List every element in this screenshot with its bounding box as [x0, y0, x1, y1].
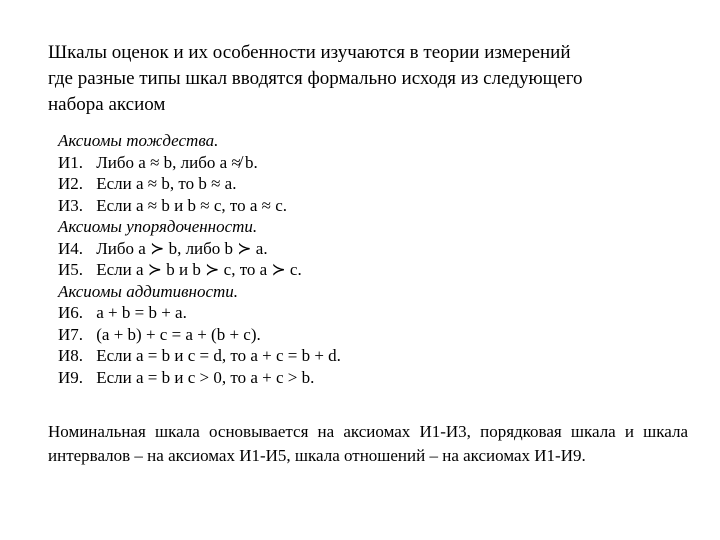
axiom-i7: [58, 324, 418, 346]
axiom-label: И8.: [58, 346, 84, 365]
axiom-i2: [58, 173, 418, 195]
axiom-label: И5.: [58, 260, 84, 279]
axiom-label: И7.: [58, 324, 84, 344]
axiom-i8: [58, 345, 418, 367]
axiom-label: И6.: [58, 303, 84, 322]
axiom-text: Если a = b и c > 0, то a + c > b.: [96, 367, 315, 387]
order-axioms-header: Аксиомы упорядоченности.: [58, 217, 258, 236]
axiom-text: Либо a ≻ b, либо b ≻ a.: [96, 238, 268, 258]
axiom-label: И1.: [58, 152, 84, 172]
axiom-i5: [58, 259, 418, 281]
intro-line-1: Шкалы оценок и их особенности изучаются в теории измерений: [48, 42, 571, 63]
intro-line-2: где разные типы шкал вводятся формально исходя из следующего: [48, 68, 583, 89]
axiom-label: И4.: [58, 238, 84, 258]
axioms-list: [58, 130, 418, 388]
axiom-i1: [58, 152, 418, 174]
outro-paragraph: Номинальная шкала основывается на аксиомах И1-И3, порядковая шкала и шкала интервалов – на аксиомах И1-И5, шкала отношений – на аксиомах И1-И9.: [48, 422, 688, 465]
axiom-text: Если a ≈ b, то b ≈ a.: [96, 174, 237, 193]
identity-axioms-header: Аксиомы тождества.: [58, 131, 219, 150]
axiom-i4: [58, 238, 418, 260]
axiom-text: (a + b) + c = a + (b + c).: [96, 324, 261, 344]
intro-paragraph: [48, 40, 688, 118]
additivity-axioms-header: Аксиомы аддитивности.: [58, 281, 239, 301]
axiom-text: Если a ≻ b и b ≻ c, то a ≻ c.: [96, 260, 302, 279]
axiom-text: Если a = b и c = d, то a + c = b + d.: [96, 346, 341, 365]
axiom-i6: [58, 302, 418, 324]
axiom-label: И3.: [58, 195, 84, 215]
axiom-label: И2.: [58, 174, 84, 193]
axiom-i9: [58, 367, 418, 389]
axiom-text: a + b = b + a.: [96, 303, 187, 322]
axiom-label: И9.: [58, 367, 84, 387]
axiom-i3: [58, 195, 418, 217]
axiom-text: Если a ≈ b и b ≈ c, то a ≈ c.: [96, 195, 287, 215]
intro-line-3: набора аксиом: [48, 94, 166, 115]
axiom-text: Либо a ≈ b, либо a ≉ b.: [96, 152, 258, 172]
